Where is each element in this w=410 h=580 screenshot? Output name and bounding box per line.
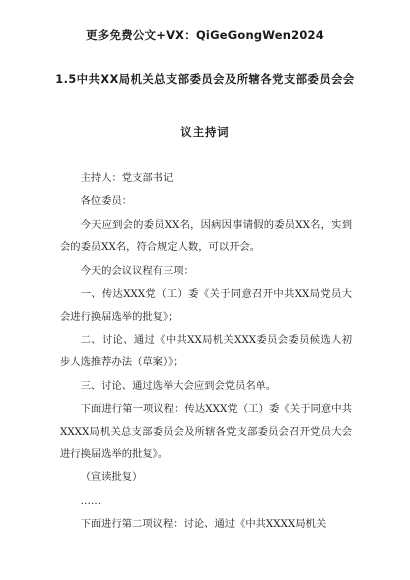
reading-note: （宣读批复） bbox=[80, 471, 143, 484]
agenda-item-2: 二、讨论、通过《中共XX局机关XXX委员会委员候选人初步人选推荐办法（草案）》； bbox=[60, 334, 352, 369]
document-subtitle: 议主持词 bbox=[180, 126, 230, 139]
promo-banner: 更多免费公文+VX：QiGeGongWen2024 bbox=[86, 28, 324, 42]
agenda-item-1: 一、传达XXX党（工）委《关于同意召开中共XX局党员大会进行换届选举的批复》； bbox=[60, 288, 352, 323]
agenda-item-3: 三、讨论、通过选举大会应到会党员名单。 bbox=[80, 379, 277, 392]
attendance-paragraph: 今天应到会的委员XX名，因病因事请假的委员XX名，实到会的委员XX名，符合规定人数，可以开会。 bbox=[60, 218, 352, 254]
document-title: 1.5中共XX局机关总支部委员会及所辖各党支部委员会会 bbox=[55, 73, 355, 86]
agenda-intro: 今天的会议议程有三项： bbox=[80, 264, 194, 277]
second-agenda-paragraph: 下面进行第二项议程：讨论、通过《中共XXXX局机关 bbox=[80, 518, 327, 531]
ellipsis-line: …… bbox=[80, 494, 102, 507]
first-agenda-paragraph: 下面进行第一项议程：传达XXX党（工）委《关于同意中共XXXX局机关总支部委员会及所辖各党支部委员会召开党员大会进行换届选举的批复》。 bbox=[60, 403, 352, 460]
salutation: 各位委员： bbox=[80, 195, 133, 208]
host-line: 主持人：党支部书记 bbox=[80, 172, 174, 184]
document-body bbox=[60, 167, 352, 536]
